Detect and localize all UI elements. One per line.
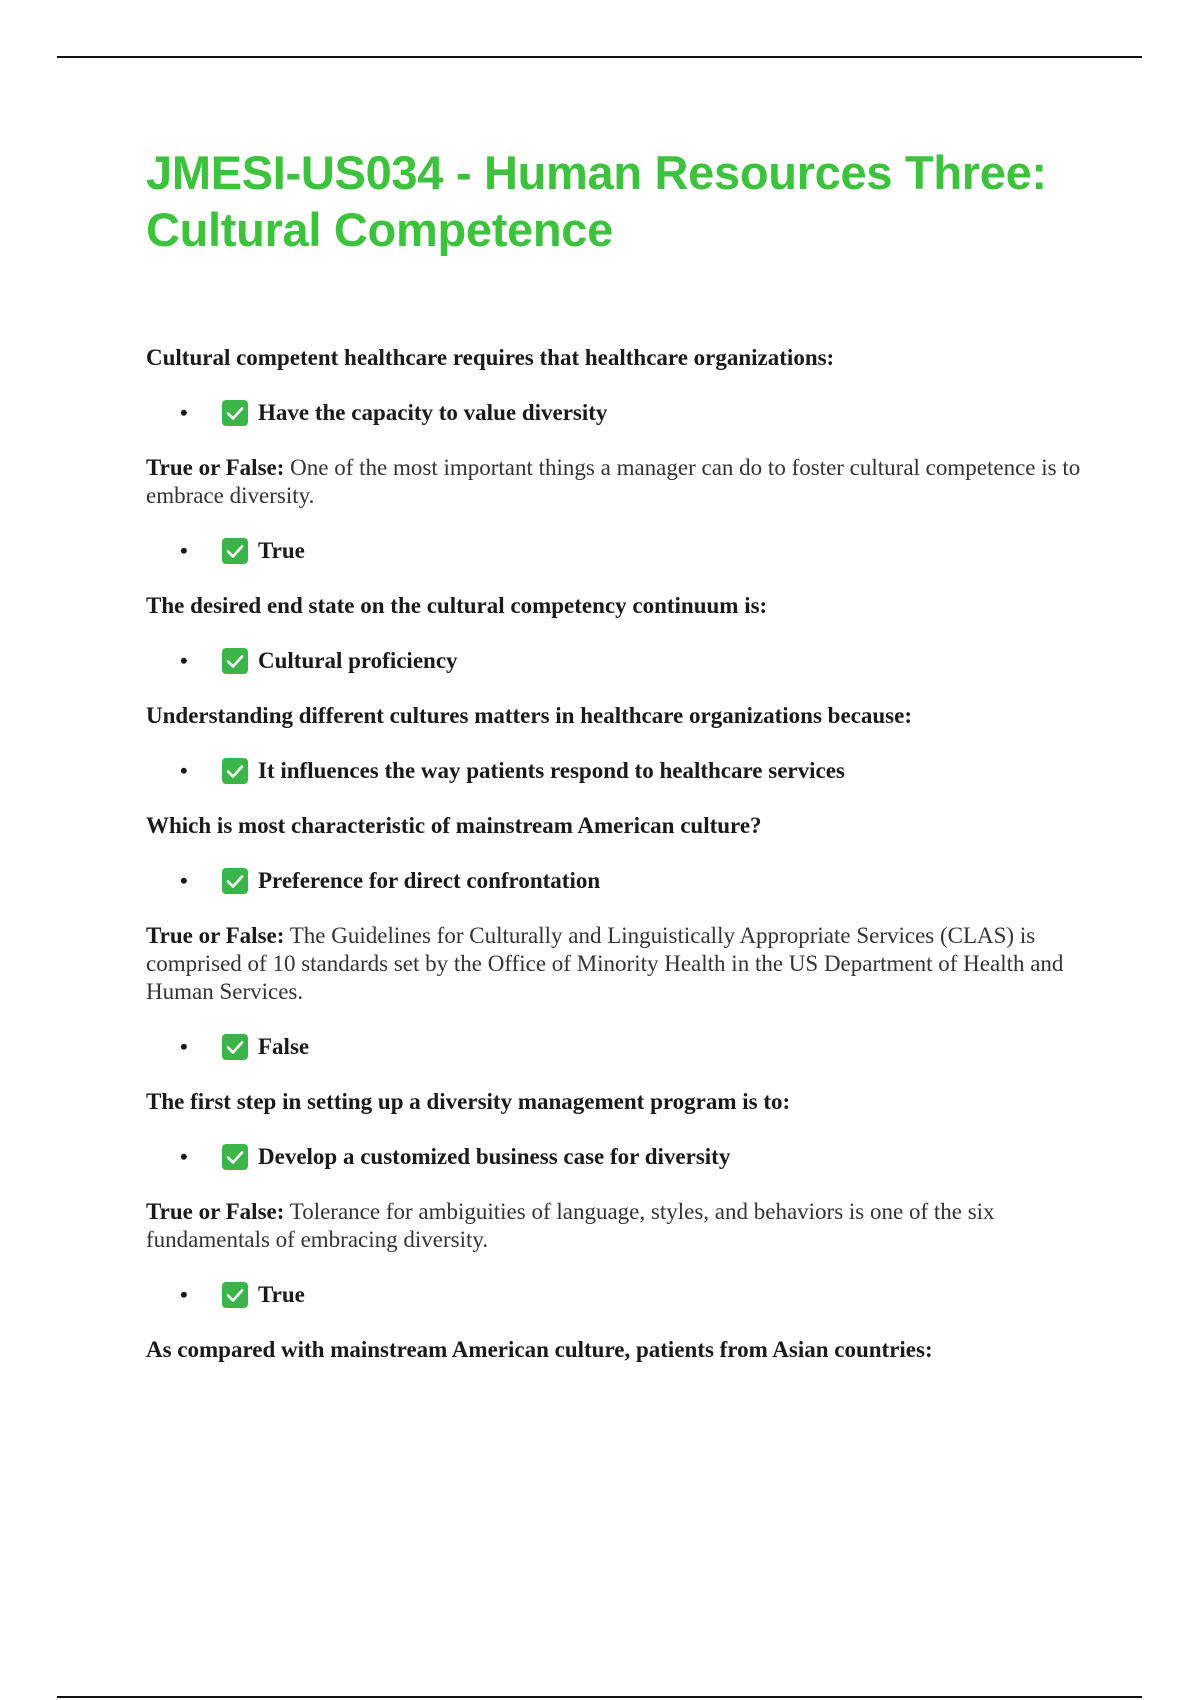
question-prefix: True or False:: [146, 455, 285, 480]
question-text: One of the most important things a manager can do to foster cultural competence is to embrace diversity.: [146, 455, 1081, 508]
question: [146, 344, 1096, 372]
question-text: Tolerance for ambiguities of language, styles, and behaviors is one of the six fundamentals of embracing diversity.: [146, 1199, 995, 1252]
question-prefix: True or False:: [146, 923, 285, 948]
question: [146, 454, 1096, 510]
top-rule: [57, 56, 1142, 58]
answer-text: True: [258, 538, 305, 563]
question: [146, 1336, 1096, 1364]
answer-item: [146, 1280, 1096, 1310]
answer-item: [146, 866, 1096, 896]
bullet-icon: •: [180, 1282, 188, 1307]
checkmark-icon: [222, 400, 248, 426]
answer-list: [146, 756, 1096, 786]
checkmark-icon: [222, 538, 248, 564]
bottom-rule: [57, 1696, 1142, 1698]
bullet-icon: •: [180, 868, 188, 893]
question-text: The desired end state on the cultural competency continuum is:: [146, 593, 768, 618]
answer-list: [146, 1142, 1096, 1172]
question-prefix: True or False:: [146, 1199, 285, 1224]
bullet-icon: •: [180, 400, 188, 425]
checkmark-icon: [222, 1282, 248, 1308]
question-text: Cultural competent healthcare requires that healthcare organizations:: [146, 345, 835, 370]
question: [146, 812, 1096, 840]
question-text: Which is most characteristic of mainstream American culture?: [146, 813, 762, 838]
answer-text: True: [258, 1282, 305, 1307]
answer-item: [146, 1032, 1096, 1062]
qa-list: [146, 344, 1096, 1364]
question-text: The Guidelines for Culturally and Linguistically Appropriate Services (CLAS) is comprised of 10 standards set by the Office of Minority Health in the US Department of Health and Human Services.: [146, 923, 1064, 1004]
answer-item: [146, 756, 1096, 786]
answer-text: False: [258, 1034, 310, 1059]
document-title: JMESI-US034 - Human Resources Three: Cultural Competence: [146, 146, 1047, 256]
checkmark-icon: [222, 758, 248, 784]
question: [146, 922, 1096, 1006]
question: [146, 1088, 1096, 1116]
answer-text: Preference for direct confrontation: [258, 868, 601, 893]
answer-list: [146, 1280, 1096, 1310]
question: [146, 702, 1096, 730]
checkmark-icon: [222, 1144, 248, 1170]
answer-text: Have the capacity to value diversity: [258, 400, 608, 425]
bullet-icon: •: [180, 1144, 188, 1169]
checkmark-icon: [222, 1034, 248, 1060]
bullet-icon: •: [180, 1034, 188, 1059]
bullet-icon: •: [180, 648, 188, 673]
answer-text: It influences the way patients respond to healthcare services: [258, 758, 845, 783]
question: [146, 592, 1096, 620]
checkmark-icon: [222, 648, 248, 674]
answer-item: [146, 1142, 1096, 1172]
question-text: Understanding different cultures matters in healthcare organizations because:: [146, 703, 912, 728]
answer-text: Develop a customized business case for diversity: [258, 1144, 731, 1169]
document-body: [146, 144, 1096, 1364]
question-text: As compared with mainstream American culture, patients from Asian countries:: [146, 1337, 933, 1362]
bullet-icon: •: [180, 538, 188, 563]
answer-list: [146, 866, 1096, 896]
answer-item: [146, 646, 1096, 676]
question: [146, 1198, 1096, 1254]
answer-list: [146, 398, 1096, 428]
answer-list: [146, 1032, 1096, 1062]
answer-text: Cultural proficiency: [258, 648, 458, 673]
answer-list: [146, 646, 1096, 676]
answer-item: [146, 536, 1096, 566]
checkmark-icon: [222, 868, 248, 894]
bullet-icon: •: [180, 758, 188, 783]
question-text: The first step in setting up a diversity management program is to:: [146, 1089, 791, 1114]
answer-list: [146, 536, 1096, 566]
answer-item: [146, 398, 1096, 428]
